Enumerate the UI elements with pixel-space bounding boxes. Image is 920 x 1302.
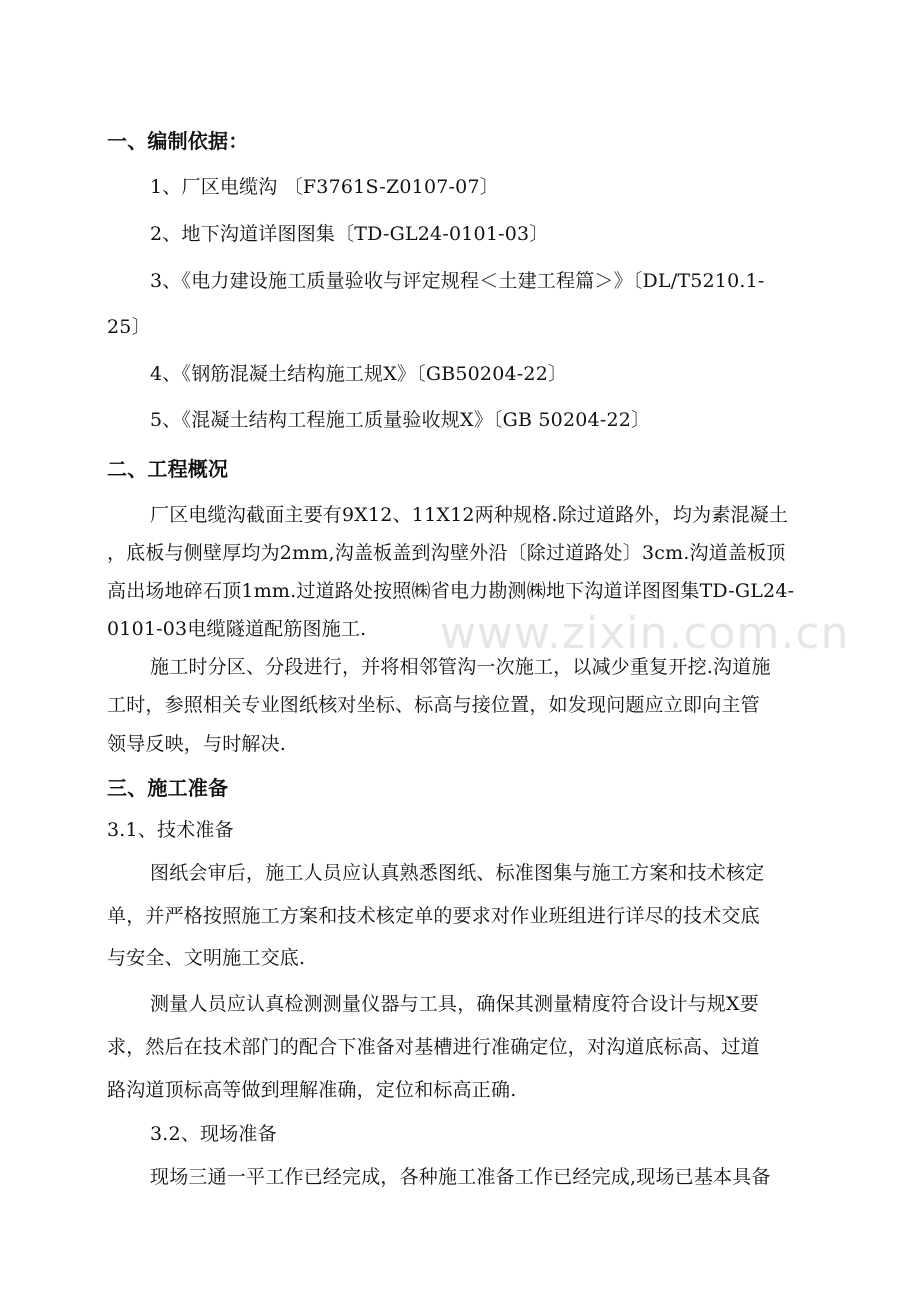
basis-item-2: 2、地下沟道详图图集〔TD-GL24-0101-03〕 [150, 223, 549, 245]
technical-line-3: 与安全、文明施工交底. [107, 947, 306, 969]
technical-line-2: 单，并严格按照施工方案和技术核定单的要求对作业班组进行详尽的技术交底 [107, 905, 760, 927]
basis-item-5: 5、《混凝土结构工程施工质量验收规X》〔GB 50204-22〕 [150, 409, 651, 431]
technical-line-5: 求，然后在技术部门的配合下准备对基槽进行准确定位，对沟道底标高、过道 [107, 1036, 760, 1058]
basis-item-3: 3、《电力建设施工质量验收与评定规程＜土建工程篇＞》〔DL/T5210.1- [150, 270, 765, 292]
site-line-1: 现场三通一平工作已经完成，各种施工准备工作已经完成,现场已基本具备 [150, 1166, 771, 1188]
overview-line-1: 厂区电缆沟截面主要有9X12、11X12两种规格.除过道路外，均为素混凝土 [150, 504, 789, 526]
basis-item-3-cont: 25〕 [107, 316, 151, 338]
subsection-technical: 3.1、技术准备 [107, 819, 234, 841]
watermark: www.zixin.com.cn [440, 608, 850, 659]
section-heading-basis: 一、编制依据： [107, 129, 249, 153]
technical-line-4: 测量人员应认真检测测量仪器与工具，确保其测量精度符合设计与规X要 [150, 993, 759, 1015]
overview-line-3: 高出场地碎石顶1mm.过道路处按照㈱省电力勘测㈱地下沟道详图图集TD-GL24- [107, 580, 795, 602]
subsection-site: 3.2、现场准备 [150, 1123, 277, 1145]
overview-line-7: 领导反映，与时解决. [107, 733, 287, 755]
overview-line-4: 0101-03电缆隧道配筋图施工. [107, 618, 367, 640]
technical-line-1: 图纸会审后，施工人员应认真熟悉图纸、标准图集与施工方案和技术核定 [150, 862, 765, 884]
basis-item-4: 4、《钢筋混凝土结构施工规X》〔GB50204-22〕 [150, 363, 568, 385]
basis-item-1: 1、厂区电缆沟 〔F3761S-Z0107-07〕 [150, 176, 499, 198]
section-heading-preparation: 三、施工准备 [107, 776, 229, 800]
overview-line-5: 施工时分区、分段进行，并将相邻管沟一次施工，以减少重复开挖.沟道施 [150, 656, 771, 678]
overview-line-6: 工时，参照相关专业图纸核对坐标、标高与接位置，如发现问题应立即向主管 [107, 694, 760, 716]
technical-line-6: 路沟道顶标高等做到理解准确，定位和标高正确. [107, 1079, 517, 1101]
section-heading-overview: 二、工程概况 [107, 457, 229, 481]
overview-line-2: ，底板与侧壁厚均为2mm,沟盖板盖到沟壁外沿〔除过道路处〕3cm.沟道盖板顶 [107, 542, 786, 564]
